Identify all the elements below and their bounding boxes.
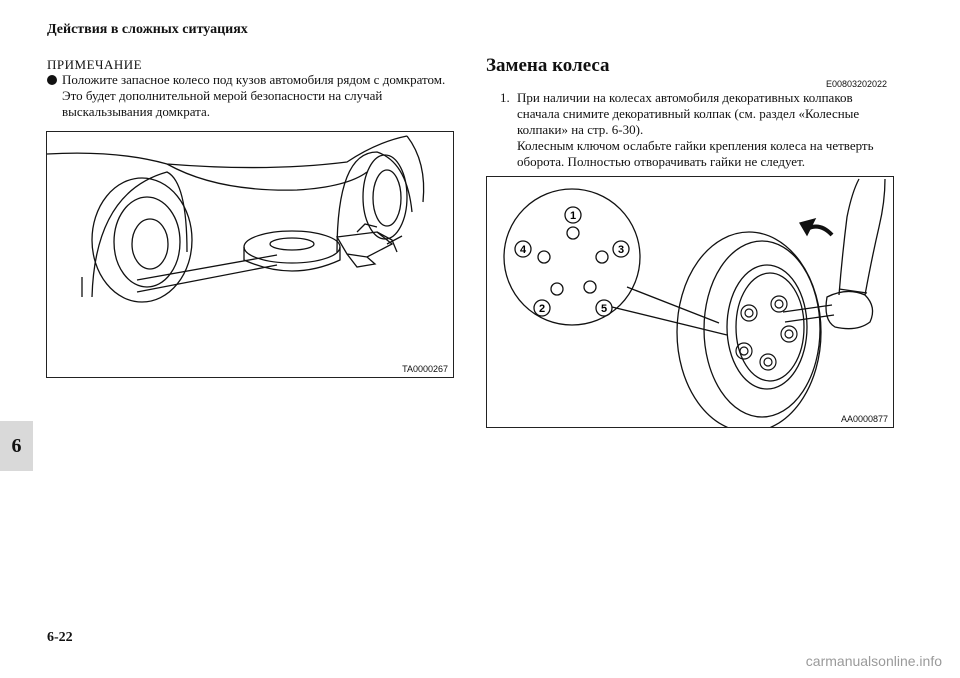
callout-5 bbox=[596, 300, 612, 316]
figure-code: TA0000267 bbox=[402, 364, 448, 374]
svg-text:5: 5 bbox=[600, 303, 608, 315]
step-number: 1. bbox=[500, 90, 510, 105]
svg-text:3: 3 bbox=[617, 244, 625, 256]
svg-text:1: 1 bbox=[569, 210, 577, 222]
bullet-icon bbox=[47, 75, 57, 85]
figure-loosen-wheel-nuts bbox=[486, 176, 894, 428]
svg-text:2: 2 bbox=[538, 303, 546, 315]
section-title: Замена колеса bbox=[486, 55, 610, 76]
callout-4 bbox=[515, 241, 531, 257]
callout-1 bbox=[565, 207, 581, 223]
spare-wheel-illustration bbox=[47, 132, 453, 377]
callout-2 bbox=[534, 300, 550, 316]
chapter-tab: 6 bbox=[0, 421, 33, 471]
section-code: E00803202022 bbox=[826, 79, 888, 89]
svg-text:4: 4 bbox=[519, 244, 527, 256]
figure-spare-wheel-under-car bbox=[46, 131, 454, 378]
callout-3 bbox=[613, 241, 629, 257]
figure-code: AA0000877 bbox=[840, 414, 888, 424]
running-header: Действия в сложных ситуациях bbox=[47, 22, 248, 37]
note-text: Положите запасное колесо под кузов автомобиля рядом с домкратом. Это будет дополнительной мерой безопасности на случай выскальзывания домкрата. bbox=[62, 72, 446, 119]
step-subtext: Колесным ключом ослабьте гайки крепления колеса на четверть оборота. Полностью отворачивать гайки не следует. bbox=[517, 138, 874, 169]
wheel-nuts-illustration bbox=[487, 177, 893, 427]
watermark: carmanualsonline.info bbox=[805, 653, 942, 669]
step-text-block bbox=[517, 90, 897, 170]
page-number: 6-22 bbox=[47, 630, 73, 645]
step-text: При наличии на колесах автомобиля декоративных колпаков сначала снимите декоративный колпак (см. раздел «Колесные колпаки» на стр. 6-30). bbox=[517, 90, 860, 137]
note-title: ПРИМЕЧАНИЕ bbox=[47, 57, 143, 72]
note-body bbox=[62, 72, 462, 120]
